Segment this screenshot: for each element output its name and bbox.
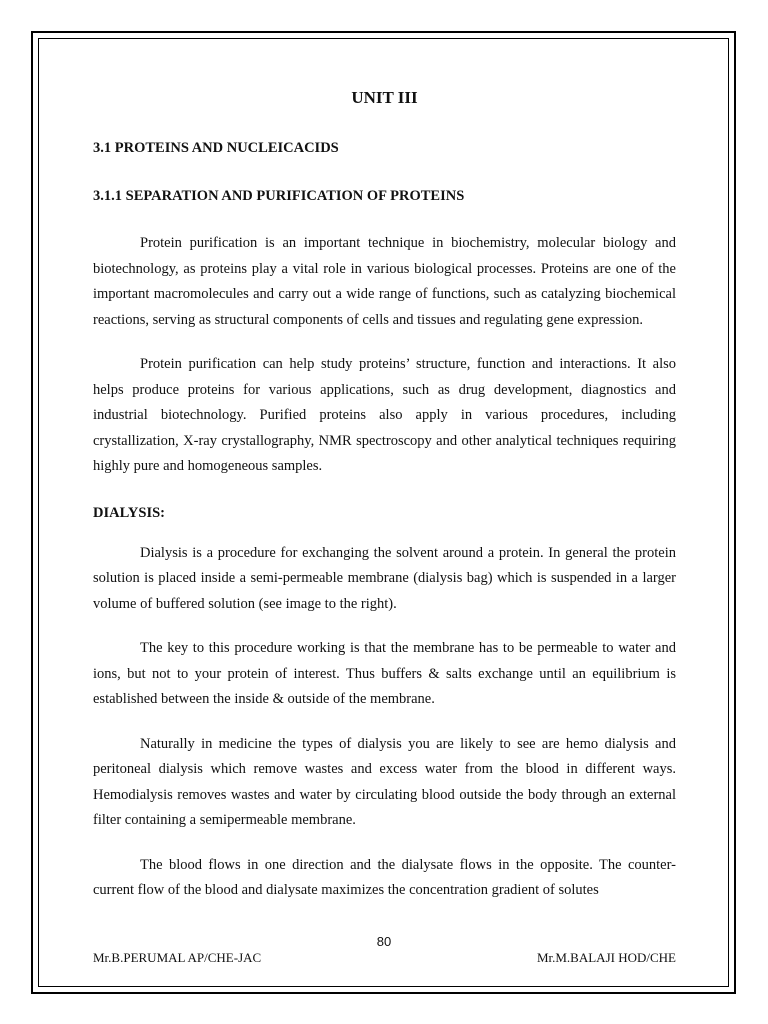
- section-heading: 3.1 PROTEINS AND NUCLEICACIDS: [93, 140, 339, 156]
- page-content: [93, 85, 676, 904]
- page-number: 80: [376, 934, 392, 949]
- paragraph-dialysis-4: The blood flows in one direction and the dialysate flows in the opposite. The counter-current flow of the blood and dialysate maximizes the concentration gradient of solutes: [93, 856, 676, 898]
- unit-title: UNIT III: [351, 88, 418, 107]
- paragraph-intro-1: Protein purification is an important technique in biochemistry, molecular biology and biotechnology, as proteins play a vital role in various biological processes. Proteins are one of the important macromolecules and carry out a wide range of functions, such as catalyzing biochemical reactions, serving as structural components of cells and tissues and regulating gene expression.: [93, 235, 676, 328]
- subsection-heading: 3.1.1 SEPARATION AND PURIFICATION OF PROTEINS: [93, 188, 465, 204]
- footer-author-left: Mr.B.PERUMAL AP/CHE-JAC: [93, 950, 262, 965]
- dialysis-heading: DIALYSIS:: [93, 504, 165, 521]
- paragraph-dialysis-2: The key to this procedure working is that the membrane has to be permeable to water and ions, but not to your protein of interest. Thus buffers & salts exchange until an equilibrium is established between the inside & outside of the membrane.: [93, 640, 676, 707]
- paragraph-dialysis-3: Naturally in medicine the types of dialysis you are likely to see are hemo dialysis and peritoneal dialysis which remove wastes and excess water from the blood in different ways. Hemodialysis removes wastes and water by circulating blood outside the body through an external filter containing a semipermeable membrane.: [93, 735, 676, 828]
- footer-author-right: Mr.M.BALAJI HOD/CHE: [536, 950, 676, 965]
- paragraph-dialysis-1: Dialysis is a procedure for exchanging the solvent around a protein. In general the protein solution is placed inside a semi-permeable membrane (dialysis bag) which is suspended in a larger volume of buffered solution (see image to the right).: [93, 544, 676, 612]
- paragraph-intro-2: Protein purification can help study proteins’ structure, function and interactions. It also helps produce proteins for various applications, such as drug development, diagnostics and industrial biotechnology. Purified proteins also apply in various procedures, including crystallization, X-ray crystallography, NMR spectroscopy and other analytical techniques requiring highly pure and homogeneous samples.: [93, 356, 676, 474]
